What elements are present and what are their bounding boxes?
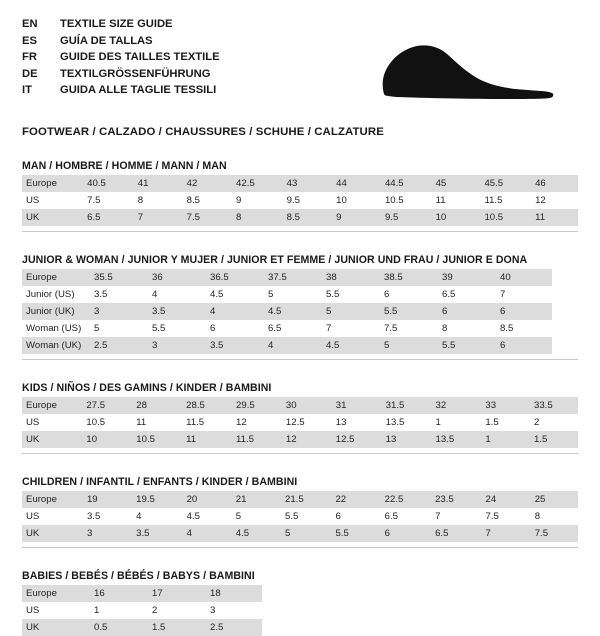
size-cell: 2 xyxy=(146,602,204,619)
size-cell: 4.5 xyxy=(204,286,262,303)
row-label: UK xyxy=(22,525,81,542)
size-cell: 3 xyxy=(146,337,204,354)
table-row xyxy=(22,431,578,448)
size-cell: 11.5 xyxy=(180,414,230,431)
row-label: US xyxy=(22,602,88,619)
size-cell: 17 xyxy=(146,585,204,602)
divider xyxy=(22,231,578,232)
group-title: CHILDREN / INFANTIL / ENFANTS / KINDER / BAMBINI xyxy=(22,476,298,488)
size-cell: 3 xyxy=(204,602,262,619)
size-cell: 5 xyxy=(88,320,146,337)
size-group-children xyxy=(22,476,578,548)
size-cell: 44 xyxy=(330,175,379,192)
language-title: GUIDA ALLE TAGLIE TESSILI xyxy=(60,84,217,96)
size-cell: 8 xyxy=(529,508,578,525)
size-cell: 9 xyxy=(330,209,379,226)
size-cell: 7 xyxy=(320,320,378,337)
size-cell: 7.5 xyxy=(529,525,578,542)
group-title: MAN / HOMBRE / HOMME / MANN / MAN xyxy=(22,160,227,172)
size-cell: 7 xyxy=(429,508,479,525)
size-cell: 5.5 xyxy=(378,303,436,320)
size-cell: 1.5 xyxy=(528,431,578,448)
table-row xyxy=(22,286,552,303)
size-cell: 28 xyxy=(130,397,180,414)
size-cell: 21.5 xyxy=(279,491,329,508)
size-cell: 12 xyxy=(230,414,280,431)
size-cell: 45 xyxy=(430,175,479,192)
size-cell: 5 xyxy=(262,286,320,303)
size-cell: 22 xyxy=(329,491,378,508)
size-cell: 12.5 xyxy=(330,431,380,448)
size-cell: 29.5 xyxy=(230,397,280,414)
size-cell: 1.5 xyxy=(146,619,204,636)
size-cell: 22.5 xyxy=(379,491,429,508)
table-row xyxy=(22,320,552,337)
size-cell: 38.5 xyxy=(378,269,436,286)
size-cell: 45.5 xyxy=(478,175,529,192)
language-row xyxy=(22,49,220,66)
size-cell: 13 xyxy=(330,414,380,431)
table-row xyxy=(22,303,552,320)
size-cell: 4 xyxy=(130,508,180,525)
row-label: UK xyxy=(22,431,80,448)
size-cell: 6 xyxy=(204,320,262,337)
size-cell: 38 xyxy=(320,269,378,286)
size-cell: 2.5 xyxy=(88,337,146,354)
size-cell: 9.5 xyxy=(379,209,430,226)
language-title-list xyxy=(22,16,220,99)
size-cell: 12 xyxy=(280,431,330,448)
size-cell: 8.5 xyxy=(494,320,552,337)
size-cell: 42.5 xyxy=(230,175,281,192)
size-cell: 9 xyxy=(230,192,281,209)
size-cell: 6 xyxy=(329,508,378,525)
table-row xyxy=(22,602,262,619)
size-cell: 30 xyxy=(280,397,330,414)
table-row xyxy=(22,269,552,286)
size-cell: 35.5 xyxy=(88,269,146,286)
divider xyxy=(22,453,578,454)
size-cell: 10.5 xyxy=(379,192,430,209)
language-title: TEXTILE SIZE GUIDE xyxy=(60,18,173,30)
size-cell: 3.5 xyxy=(146,303,204,320)
size-cell: 4.5 xyxy=(230,525,279,542)
row-label: Europe xyxy=(22,175,81,192)
size-cell: 31 xyxy=(330,397,380,414)
table-row xyxy=(22,209,578,226)
size-group-junior-woman xyxy=(22,254,578,360)
language-code: IT xyxy=(22,84,32,96)
size-cell: 20 xyxy=(181,491,230,508)
group-title: KIDS / NIÑOS / DES GAMINS / KINDER / BAMBINI xyxy=(22,382,272,394)
size-cell: 28.5 xyxy=(180,397,230,414)
language-code: ES xyxy=(22,34,37,47)
size-cell: 11 xyxy=(130,414,180,431)
size-cell: 5 xyxy=(320,303,378,320)
size-cell: 7.5 xyxy=(181,209,230,226)
size-cell: 11 xyxy=(180,431,230,448)
size-cell: 2.5 xyxy=(204,619,262,636)
size-cell: 32 xyxy=(430,397,480,414)
size-cell: 1.5 xyxy=(479,414,528,431)
size-cell: 3 xyxy=(81,525,130,542)
divider xyxy=(22,359,578,360)
size-cell: 11.5 xyxy=(230,431,280,448)
size-cell: 5 xyxy=(230,508,279,525)
header xyxy=(22,16,578,112)
size-cell: 46 xyxy=(529,175,578,192)
language-row xyxy=(22,82,220,99)
size-cell: 5.5 xyxy=(146,320,204,337)
language-row xyxy=(22,66,220,83)
size-cell: 7.5 xyxy=(480,508,529,525)
language-code: FR xyxy=(22,51,37,63)
size-cell: 8 xyxy=(436,320,494,337)
language-code: DE xyxy=(22,67,38,80)
group-title: JUNIOR & WOMAN / JUNIOR Y MUJER / JUNIOR ET FEMME / JUNIOR UND FRAU / JUNIOR E DONA xyxy=(22,254,528,266)
group-title: BABIES / BEBÉS / BÉBÉS / BABYS / BAMBINI xyxy=(22,570,255,582)
size-cell: 18 xyxy=(204,585,262,602)
size-cell: 6.5 xyxy=(262,320,320,337)
table-row xyxy=(22,337,552,354)
size-table-kids xyxy=(22,397,578,448)
size-cell: 7.5 xyxy=(81,192,132,209)
size-cell: 8 xyxy=(132,192,181,209)
size-cell: 21 xyxy=(230,491,279,508)
table-row xyxy=(22,491,578,508)
size-cell: 6 xyxy=(379,525,429,542)
size-cell: 8.5 xyxy=(281,209,330,226)
size-cell: 6.5 xyxy=(379,508,429,525)
row-label: US xyxy=(22,192,81,209)
size-cell: 12 xyxy=(529,192,578,209)
table-row xyxy=(22,619,262,636)
size-cell: 4 xyxy=(262,337,320,354)
size-cell: 5.5 xyxy=(279,508,329,525)
size-cell: 1 xyxy=(430,414,480,431)
size-cell: 6 xyxy=(494,337,552,354)
language-row xyxy=(22,33,220,50)
row-label: Europe xyxy=(22,397,80,414)
size-cell: 16 xyxy=(88,585,146,602)
size-cell: 10 xyxy=(430,209,479,226)
language-title: GUÍA DE TALLAS xyxy=(60,34,153,47)
size-cell: 19 xyxy=(81,491,130,508)
size-cell: 3.5 xyxy=(204,337,262,354)
size-table-babies xyxy=(22,585,262,636)
size-cell: 7.5 xyxy=(378,320,436,337)
size-cell: 2 xyxy=(528,414,578,431)
size-cell: 6.5 xyxy=(81,209,132,226)
row-label: UK xyxy=(22,209,81,226)
size-cell: 4.5 xyxy=(320,337,378,354)
size-cell: 37.5 xyxy=(262,269,320,286)
size-cell: 13 xyxy=(380,431,430,448)
row-label: Woman (UK) xyxy=(22,337,88,354)
size-cell: 39 xyxy=(436,269,494,286)
size-cell: 23.5 xyxy=(429,491,479,508)
size-cell: 0.5 xyxy=(88,619,146,636)
size-cell: 43 xyxy=(281,175,330,192)
size-cell: 10.5 xyxy=(478,209,529,226)
size-cell: 40.5 xyxy=(81,175,132,192)
row-label: US xyxy=(22,508,81,525)
size-cell: 12.5 xyxy=(280,414,330,431)
language-title: GUIDE DES TAILLES TEXTILE xyxy=(60,51,220,63)
size-cell: 33.5 xyxy=(528,397,578,414)
size-cell: 25 xyxy=(529,491,578,508)
size-cell: 4 xyxy=(181,525,230,542)
size-cell: 6 xyxy=(494,303,552,320)
dress-shoe-icon xyxy=(376,38,556,105)
row-label: Woman (US) xyxy=(22,320,88,337)
row-label: Europe xyxy=(22,585,88,602)
size-cell: 4 xyxy=(204,303,262,320)
size-table-children xyxy=(22,491,578,542)
language-row xyxy=(22,16,220,33)
size-cell: 6 xyxy=(378,286,436,303)
size-cell: 3.5 xyxy=(130,525,180,542)
size-cell: 3.5 xyxy=(81,508,130,525)
size-cell: 5 xyxy=(279,525,329,542)
table-row xyxy=(22,397,578,414)
size-cell: 6.5 xyxy=(429,525,479,542)
table-row xyxy=(22,175,578,192)
size-cell: 10 xyxy=(80,431,130,448)
size-cell: 9.5 xyxy=(281,192,330,209)
table-row xyxy=(22,508,578,525)
size-table-man xyxy=(22,175,578,226)
size-cell: 40 xyxy=(494,269,552,286)
size-cell: 7 xyxy=(132,209,181,226)
category-heading: FOOTWEAR / CALZADO / CHAUSSURES / SCHUHE / CALZATURE xyxy=(22,126,384,138)
table-row xyxy=(22,525,578,542)
size-cell: 6.5 xyxy=(436,286,494,303)
size-cell: 7 xyxy=(480,525,529,542)
size-cell: 3.5 xyxy=(88,286,146,303)
size-cell: 36.5 xyxy=(204,269,262,286)
size-cell: 41 xyxy=(132,175,181,192)
size-cell: 5.5 xyxy=(320,286,378,303)
row-label: Europe xyxy=(22,491,81,508)
row-label: Junior (US) xyxy=(22,286,88,303)
size-cell: 19.5 xyxy=(130,491,180,508)
size-cell: 44.5 xyxy=(379,175,430,192)
size-cell: 6 xyxy=(436,303,494,320)
size-cell: 42 xyxy=(181,175,230,192)
row-label: UK xyxy=(22,619,88,636)
size-cell: 11 xyxy=(430,192,479,209)
size-cell: 24 xyxy=(480,491,529,508)
size-cell: 36 xyxy=(146,269,204,286)
size-cell: 7 xyxy=(494,286,552,303)
size-cell: 3 xyxy=(88,303,146,320)
size-cell: 33 xyxy=(479,397,528,414)
size-cell: 11 xyxy=(529,209,578,226)
row-label: Junior (UK) xyxy=(22,303,88,320)
size-cell: 31.5 xyxy=(380,397,430,414)
size-group-man xyxy=(22,160,578,232)
size-cell: 4 xyxy=(146,286,204,303)
size-cell: 11.5 xyxy=(478,192,529,209)
size-cell: 1 xyxy=(88,602,146,619)
language-code: EN xyxy=(22,18,38,30)
size-cell: 4.5 xyxy=(181,508,230,525)
language-title: TEXTILGRÖSSENFÜHRUNG xyxy=(60,67,211,80)
size-cell: 27.5 xyxy=(80,397,130,414)
size-cell: 13.5 xyxy=(430,431,480,448)
size-cell: 10.5 xyxy=(130,431,180,448)
divider xyxy=(22,547,578,548)
table-row xyxy=(22,585,262,602)
size-cell: 10 xyxy=(330,192,379,209)
size-cell: 10.5 xyxy=(80,414,130,431)
size-cell: 5.5 xyxy=(436,337,494,354)
size-cell: 8 xyxy=(230,209,281,226)
table-row xyxy=(22,414,578,431)
size-cell: 13.5 xyxy=(380,414,430,431)
size-cell: 1 xyxy=(479,431,528,448)
size-cell: 4.5 xyxy=(262,303,320,320)
size-cell: 5.5 xyxy=(329,525,378,542)
row-label: Europe xyxy=(22,269,88,286)
table-row xyxy=(22,192,578,209)
size-cell: 5 xyxy=(378,337,436,354)
size-group-babies xyxy=(22,570,578,636)
row-label: US xyxy=(22,414,80,431)
size-group-kids xyxy=(22,382,578,454)
size-cell: 8.5 xyxy=(181,192,230,209)
size-table-junior-woman xyxy=(22,269,552,354)
